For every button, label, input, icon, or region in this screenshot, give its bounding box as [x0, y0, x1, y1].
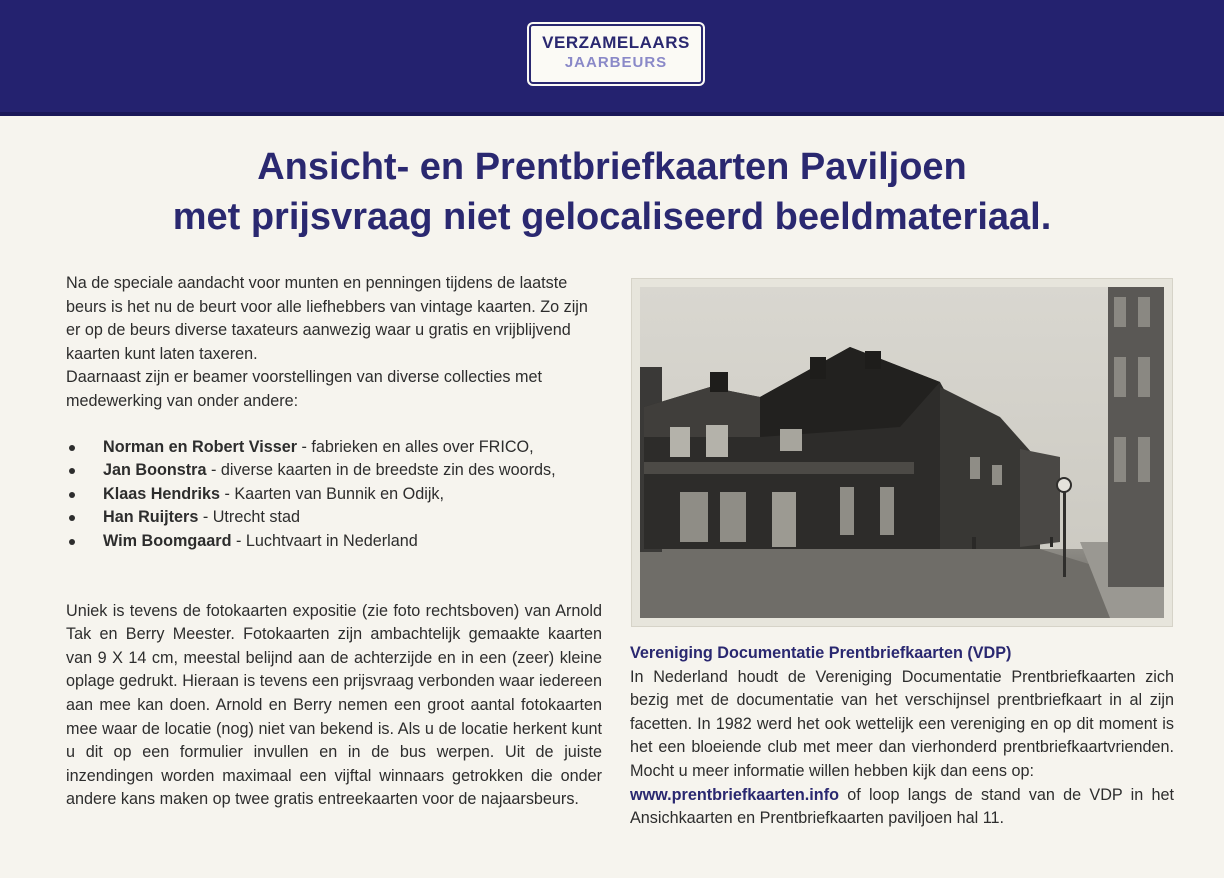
right-column [630, 642, 1174, 831]
vdp-website-link[interactable]: www.prentbriefkaarten.info [630, 785, 839, 804]
list-item [66, 506, 602, 530]
vdp-heading: Vereniging Documentatie Prentbriefkaarten (VDP) [630, 644, 1012, 662]
list-item [66, 483, 602, 507]
title-line1: Ansicht- en Prentbriefkaarten Paviljoen [257, 146, 967, 188]
title-line2: met prijsvraag niet gelocaliseerd beeldmateriaal. [172, 196, 1052, 238]
speaker-name: Klaas Hendriks [103, 484, 220, 503]
speaker-topic: - Luchtvaart in Nederland [231, 531, 418, 550]
speaker-topic: - Kaarten van Bunnik en Odijk, [219, 484, 445, 503]
header-banner [0, 0, 1224, 116]
speaker-topic: - diverse kaarten in de breedste zin des woords, [206, 461, 556, 480]
verzamelaars-jaarbeurs-logo [529, 24, 703, 84]
speaker-topic: - fabrieken en alles over FRICO, [297, 437, 534, 456]
list-item [66, 459, 602, 483]
speaker-topic: - Utrecht stad [198, 508, 301, 527]
speaker-name: Wim Boomgaard [103, 531, 232, 550]
logo-line2: JAARBEURS [564, 54, 668, 71]
vdp-contact-text: of loop langs de stand van de VDP in het Ansichkaarten en Prentbriefkaarten paviljoen hal 11. [630, 785, 1174, 828]
page-title [0, 142, 1224, 242]
intro-paragraph1: Na de speciale aandacht voor munten en penningen tijdens de laatste beurs is het nu de beurt voor alle liefhebbers van vintage kaarten. Zo zijn er op de beurs diverse taxateurs aanwezig waar u gratis en vrijblijvend kaarten kunt laten taxeren. [66, 274, 588, 363]
speaker-name: Norman en Robert Visser [103, 437, 298, 456]
street-corner-photo [631, 278, 1173, 627]
speaker-name: Han Ruijters [103, 508, 199, 527]
vdp-contact [630, 784, 1174, 831]
list-item [66, 436, 602, 460]
speaker-name: Jan Boonstra [103, 461, 207, 480]
logo-line1: VERZAMELAARS [542, 33, 690, 52]
left-column [66, 272, 602, 812]
vdp-paragraph: In Nederland houdt de Vereniging Documentatie Prentbriefkaarten zich bezig met de documentatie van het verschijnsel prentbriefkaart in al zijn facetten. In 1982 werd het ook wettelijk een vereniging en op dit moment is het een bloeiende club met meer dan vierhonderd prentbriefkaartvrienden. Mocht u meer informatie willen hebben kijk dan eens op: [630, 667, 1174, 780]
speakers-list [66, 436, 602, 554]
list-item [66, 530, 602, 554]
expo-paragraph: Uniek is tevens de fotokaarten expositie (zie foto rechtsboven) van Arnold Tak en Berry Meester. Fotokaarten zijn ambachtelijk gemaakte kaarten van 9 X 14 cm, meestal belijnd aan de achterzijde en in een (zeer) kleine oplage gedrukt. Hieraan is tevens een prijsvraag verbonden waar iedereen aan mee kan doen. Arnold en Berry nemen een groot aantal fotokaarten mee waar de locatie (nog) niet van bekend is. Als u de locatie herkent kunt u dit op een formulier invullen en in de bus werpen. Uit de juiste inzendingen worden maximaal een vijftal winnaars getrokken die onder andere kans maken op twee gratis entreekaarten voor de najaarsbeurs. [66, 601, 602, 809]
intro-paragraph2: Daarnaast zijn er beamer voorstellingen van diverse collecties met medewerking van onder andere: [66, 368, 542, 410]
street-photo-illustration [640, 287, 1164, 618]
